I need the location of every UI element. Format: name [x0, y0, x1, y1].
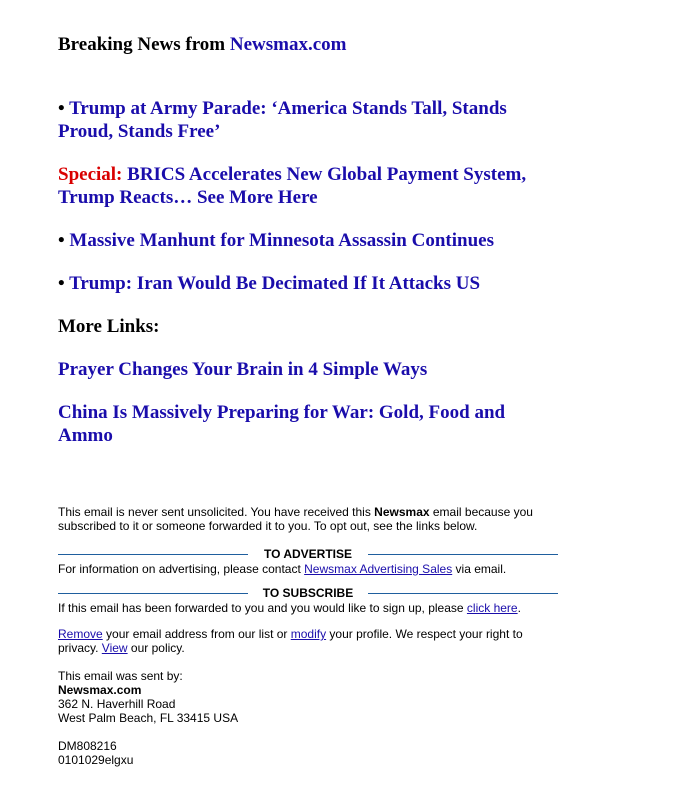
- special-label: Special:: [58, 164, 123, 185]
- unsubscribe-text: [58, 627, 558, 655]
- click-here-link[interactable]: click here: [466, 601, 518, 615]
- advertise-divider: [58, 547, 558, 561]
- subscribe-text-part: If this email has been forwarded to you and you would like to sign up, please: [58, 601, 467, 615]
- tracking-code: 0101029elgxu: [58, 753, 134, 767]
- more-link[interactable]: Prayer Changes Your Brain in 4 Simple Ways: [58, 359, 428, 380]
- headline-link[interactable]: Trump at Army Parade: ‘America Stands Tall, Stands Proud, Stands Free’: [58, 98, 507, 142]
- unsubscribe-text-part: your profile. We respect your right to privacy.: [58, 627, 523, 655]
- modify-link[interactable]: modify: [290, 627, 327, 641]
- address-line-1: 362 N. Haverhill Road: [58, 697, 176, 711]
- divider-line: [368, 593, 558, 594]
- tracking-codes: [58, 739, 558, 767]
- view-policy-link[interactable]: View: [101, 641, 128, 655]
- bullet: •: [58, 98, 70, 119]
- advertise-text-part: For information on advertising, please contact: [58, 562, 305, 576]
- disclaimer-text: email because you subscribed to it or someone forwarded it to you. To opt out, see the links below.: [58, 505, 533, 533]
- headline-item: [58, 229, 558, 252]
- divider-line: [58, 554, 248, 555]
- header-brand-link[interactable]: Newsmax.com: [229, 34, 347, 55]
- more-link[interactable]: China Is Massively Preparing for War: Gold, Food and Ammo: [58, 402, 506, 446]
- headline-link[interactable]: BRICS Accelerates New Global Payment System, Trump Reacts… See More Here: [58, 164, 527, 208]
- divider-line: [368, 554, 558, 555]
- sender-block: [58, 669, 558, 725]
- unsubscribe-text-part: our policy.: [127, 641, 185, 655]
- remove-link[interactable]: Remove: [58, 627, 103, 641]
- sent-by-label: This email was sent by:: [58, 669, 183, 683]
- bullet: •: [58, 273, 70, 294]
- subscribe-text-part: .: [517, 601, 521, 615]
- advertise-text-part: via email.: [452, 562, 507, 576]
- sender-name-text: Newsmax.com: [58, 683, 142, 697]
- advertise-title: TO ADVERTISE: [263, 547, 352, 561]
- tracking-code: DM808216: [58, 739, 117, 753]
- disclaimer-brand: Newsmax: [374, 505, 430, 519]
- footer-disclaimer: [58, 505, 558, 533]
- subscribe-title: TO SUBSCRIBE: [262, 586, 354, 600]
- headline-item: [58, 97, 558, 143]
- header-prefix: Breaking News from: [58, 34, 230, 55]
- advertise-text: [58, 562, 558, 576]
- page-title: [58, 34, 346, 56]
- sender-name: [58, 683, 558, 697]
- more-link-item: [58, 401, 558, 447]
- more-links-title: More Links:: [58, 316, 160, 337]
- divider-line: [58, 593, 248, 594]
- disclaimer-text: This email is never sent unsolicited. You have received this: [58, 505, 375, 519]
- headline-item: [58, 272, 558, 295]
- headline-link[interactable]: Trump: Iran Would Be Decimated If It Attacks US: [69, 273, 481, 294]
- address-line-2: West Palm Beach, FL 33415 USA: [58, 711, 239, 725]
- unsubscribe-text-part: your email address from our list or: [102, 627, 291, 641]
- more-link-item: [58, 358, 558, 381]
- subscribe-divider: [58, 586, 558, 600]
- headline-item: [58, 163, 558, 209]
- subscribe-text: [58, 601, 558, 615]
- bullet: •: [58, 230, 70, 251]
- headline-link[interactable]: Massive Manhunt for Minnesota Assassin Continues: [69, 230, 494, 251]
- advertising-sales-link[interactable]: Newsmax Advertising Sales: [304, 562, 453, 576]
